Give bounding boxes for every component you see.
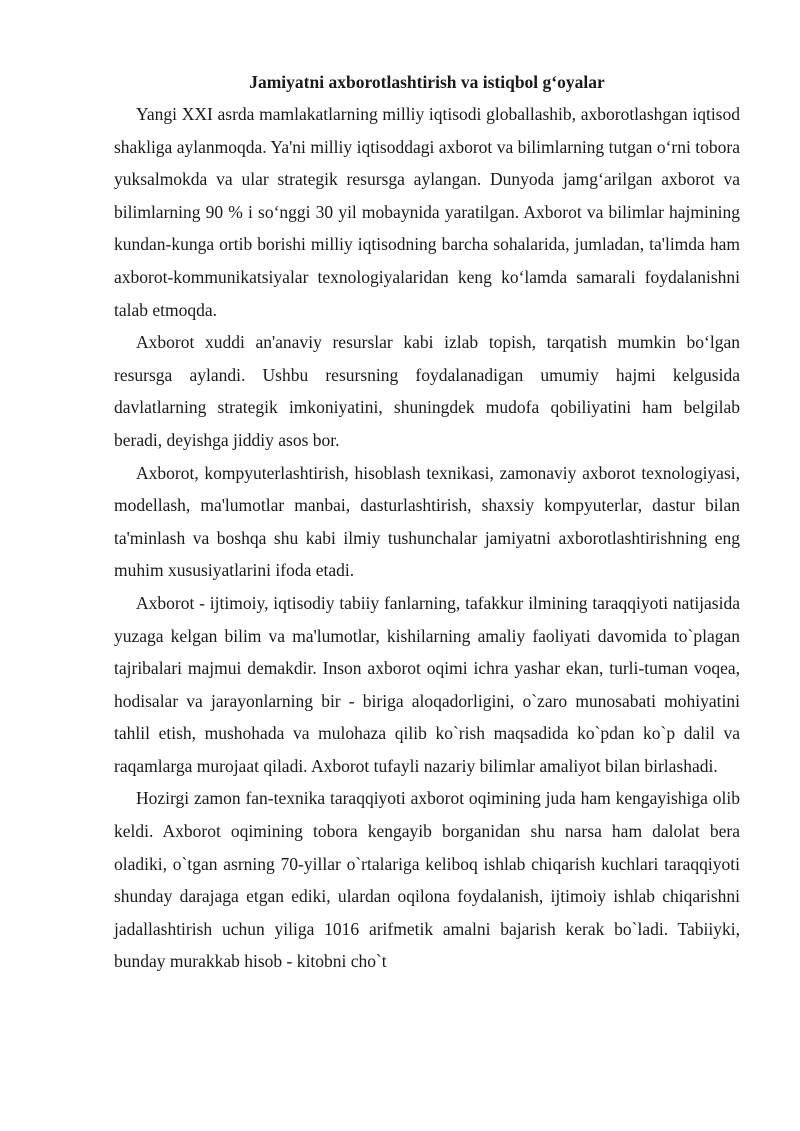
paragraph-2: Axborot xuddi an'anaviy resurslar kabi izlab topish, tarqatish mumkin bo‘lgan resursga aylandi. Ushbu resursning foydalanadigan umumiy hajmi kelgusida davlatlarning strategik imkoniyatini, shuningdek mudofa qobiliyatini ham belgilab beradi, deyishga jiddiy asos bor. (114, 332, 740, 450)
paragraph-4: Axborot - ijtimoiy, iqtisodiy tabiiy fanlarning, tafakkur ilmining taraqqiyoti natijasida yuzaga kelgan bilim va ma'lumotlar, kishilarning amaliy faoliyati davomida to`plagan tajribalari majmui demakdir. Inson axborot oqimi ichra yashar ekan, turli-tuman voqea, hodisalar va jarayonlarning bir - biriga aloqadorligini, o`zaro munosabati mohiyatini tahlil etish, mushohada va mulohaza qilib ko`rish maqsadida ko`pdan ko`p dalil va raqamlarga murojaat qiladi. Axborot tufayli nazariy bilimlar amaliyot bilan birlashadi. (114, 592, 740, 776)
paragraph-5: Hozirgi zamon fan-texnika taraqqiyoti axborot oqimining juda ham kengayishiga olib keldi. Axborot oqimining tobora kengayib borganidan shu narsa ham dalolat bera oladiki, o`tgan asrning 70-yillar o`rtalariga keliboq ishlab chiqarish kuchlari taraqqiyoti shunday darajaga etgan ediki, ulardan oqilona foydalanish, ijtimoiy ishlab chiqarishni jadallashtirish uchun yiliga 1016 arifmetik amalni bajarish kerak bo`ladi. Tabiiyki, bunday murakkab hisob - kitobni cho`t (114, 788, 740, 972)
paragraph-3: Axborot, kompyuterlashtirish, hisoblash texnikasi, zamonaviy axborot texnologiyasi, modellash, ma'lumotlar manbai, dasturlashtirish, shaxsiy kompyuterlar, dastur bilan ta'minlash va boshqa shu kabi ilmiy tushunchalar jamiyatni axborotlashtirishning eng muhim xususiyatlarini ifoda etadi. (114, 462, 740, 581)
document-page (114, 70, 740, 978)
paragraph-1: Yangi XXI asrda mamlakatlarning milliy iqtisodi globallashib, axborotlashgan iqtisod shakliga aylanmoqda. Ya'ni milliy iqtisoddagi axborot va bilimlarning tutgan o‘rni tobora yuksalmokda va ular strategik resursga aylangan. Dunyoda jamg‘arilgan axborot va bilimlarning 90 % i so‘nggi 30 yil mobaynida yaratilgan. Axborot va bilimlar hajmining kundan-kunga ortib borishi milliy iqtisodning barcha sohalarida, jumladan, ta'limda ham axborot-kommunikatsiyalar texnologiyalaridan keng ko‘lamda samarali foydalanishni talab etmoqda. (114, 104, 740, 320)
document-title: Jamiyatni axborotlashtirish va istiqbol g‘oyalar (249, 72, 605, 92)
